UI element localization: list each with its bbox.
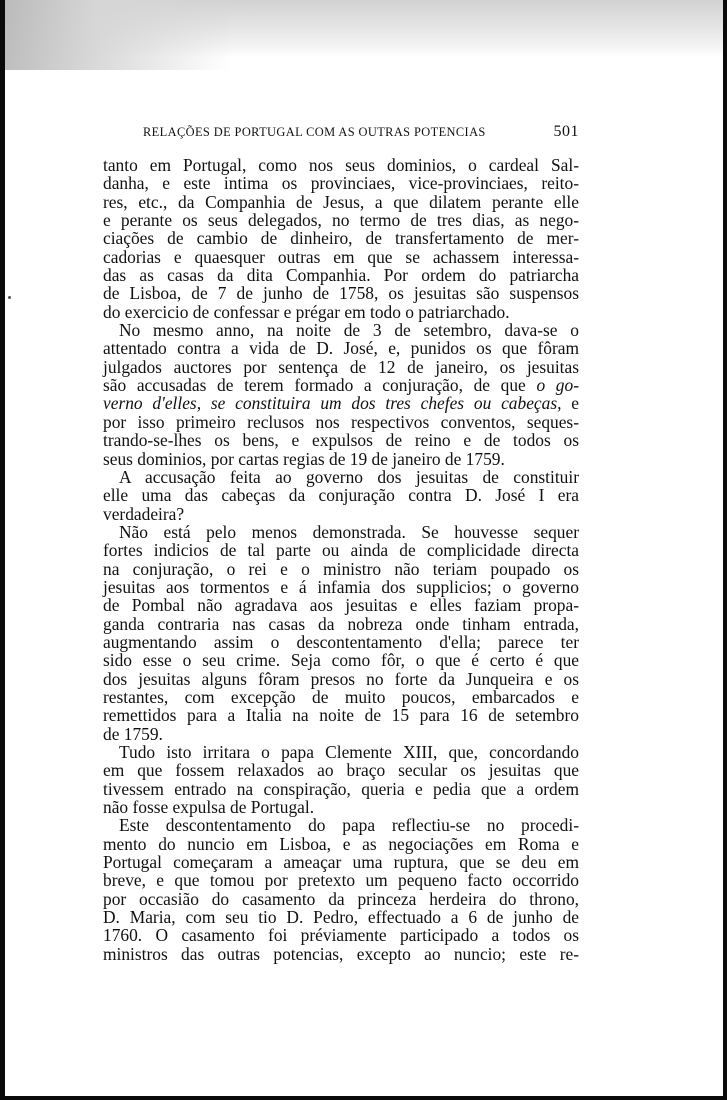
- text-line: ganda contraria nas casas da nobreza onde tinham entrada,: [103, 613, 579, 634]
- text-line: por occasião do casamento da princeza herdeira do throno,: [103, 888, 579, 909]
- text-segment: são accusadas de terem formado a conjuração, de que: [103, 375, 537, 396]
- text-line: res, etc., da Companhia de Jesus, a que dilatem perante elle: [103, 191, 579, 212]
- text-line: tivessem entrado na conspiração, queria e pedia que a ordem: [103, 778, 579, 799]
- text-line: de Pombal não agradava aos jesuitas e elles faziam propa-: [103, 595, 579, 616]
- text-line: ministros das outras potencias, excepto ao nuncio; este re-: [103, 943, 579, 964]
- text-line: mento do nuncio em Lisboa, e as negociações em Roma e: [103, 833, 579, 854]
- book-page: [103, 0, 579, 1100]
- text-line: danha, e este intima os provinciaes, vice-provinciaes, reito-: [103, 173, 579, 194]
- text-line: das as casas da dita Companhia. Por ordem do patriarcha: [103, 265, 579, 286]
- text-segment: e: [561, 393, 579, 414]
- text-line: elle uma das cabeças da conjuração contra D. José I era: [103, 485, 579, 506]
- text-line: de Lisboa, de 7 de junho de 1758, os jesuitas são suspensos: [103, 283, 579, 304]
- italic-segment: o go-: [536, 375, 579, 396]
- text-line: D. Maria, com seu tio D. Pedro, effectuado a 6 de junho de: [103, 907, 579, 928]
- running-head: [143, 123, 579, 145]
- text-line: augmentando assim o descontentamento d'ella; parece ter: [103, 631, 579, 652]
- scan-speck: [8, 296, 11, 299]
- text-line: 1760. O casamento foi préviamente participado a todos os: [103, 925, 579, 946]
- text-line: de 1759.: [103, 723, 163, 744]
- text-line: Não está pelo menos demonstrada. Se houvesse sequer: [119, 521, 579, 542]
- text-line: [103, 376, 579, 394]
- text-line: ciações de cambio de dinheiro, de transfertamento de mer-: [103, 228, 579, 249]
- text-line: Este descontentamento do papa reflectiu-se no procedi-: [119, 815, 579, 836]
- text-line: fortes indicios de tal parte ou ainda de complicidade directa: [103, 540, 579, 561]
- text-line: seus dominios, por cartas regias de 19 de janeiro de 1759.: [103, 448, 505, 469]
- text-line: trando-se-lhes os bens, e expulsos de reino e de todos os: [103, 430, 579, 451]
- page-number: 501: [553, 123, 579, 140]
- text-line: cadorias e quaesquer outras em que se achassem interessa-: [103, 246, 579, 267]
- text-line: Tudo isto irritara o papa Clemente XIII, que, concordando: [119, 742, 579, 762]
- text-line: No mesmo anno, na noite de 3 de setembro, dava-se o: [119, 320, 579, 341]
- text-line: julgados auctores por sentença de 12 de janeiro, os jesuitas: [103, 356, 579, 377]
- text-line: remettidos para a Italia na noite de 15 para 16 de setembro: [103, 705, 579, 726]
- italic-segment: verno d'elles, se constituira um dos tres chefes ou cabeças,: [103, 393, 562, 414]
- text-line: breve, e que tomou por pretexto um pequeno facto occorrido: [103, 870, 579, 891]
- text-line: restantes, com excepção de muito poucos, embarcados e: [103, 686, 579, 707]
- text-line: tanto em Portugal, como nos seus dominios, o cardeal Sal-: [103, 155, 579, 175]
- text-line: Portugal começaram a ameaçar uma ruptura, que se deu em: [103, 852, 579, 873]
- text-line: na conjuração, o rei e o ministro não teriam poupado os: [103, 558, 579, 579]
- text-line: jesuitas aos tormentos e á infamia dos supplicios; o governo: [103, 576, 579, 597]
- text-line: não fosse expulsa de Portugal.: [103, 797, 315, 818]
- text-line: verdadeira?: [103, 503, 185, 524]
- text-line: A accusação feita ao governo dos jesuitas de constituir: [119, 466, 579, 487]
- body-text: [103, 156, 579, 963]
- text-line: dos jesuitas alguns fôram presos no forte da Junqueira e os: [103, 668, 579, 689]
- text-line: do exercicio de confessar e prégar em todo o patriarchado.: [103, 301, 510, 322]
- text-line: por isso primeiro reclusos nos respectivos conventos, seques-: [103, 411, 579, 432]
- text-line: attentado contra a vida de D. José, e, punidos os que fôram: [103, 338, 579, 359]
- text-line: [103, 394, 579, 412]
- text-line: em que fossem relaxados ao braço secular os jesuitas que: [103, 760, 579, 781]
- text-line: e perante os seus delegados, no termo de tres dias, as nego-: [103, 210, 579, 231]
- text-line: sido esse o seu crime. Seja como fôr, o que é certo é que: [103, 650, 579, 671]
- running-head-title: RELAÇÕES DE PORTUGAL COM AS OUTRAS POTENCIAS: [143, 125, 486, 139]
